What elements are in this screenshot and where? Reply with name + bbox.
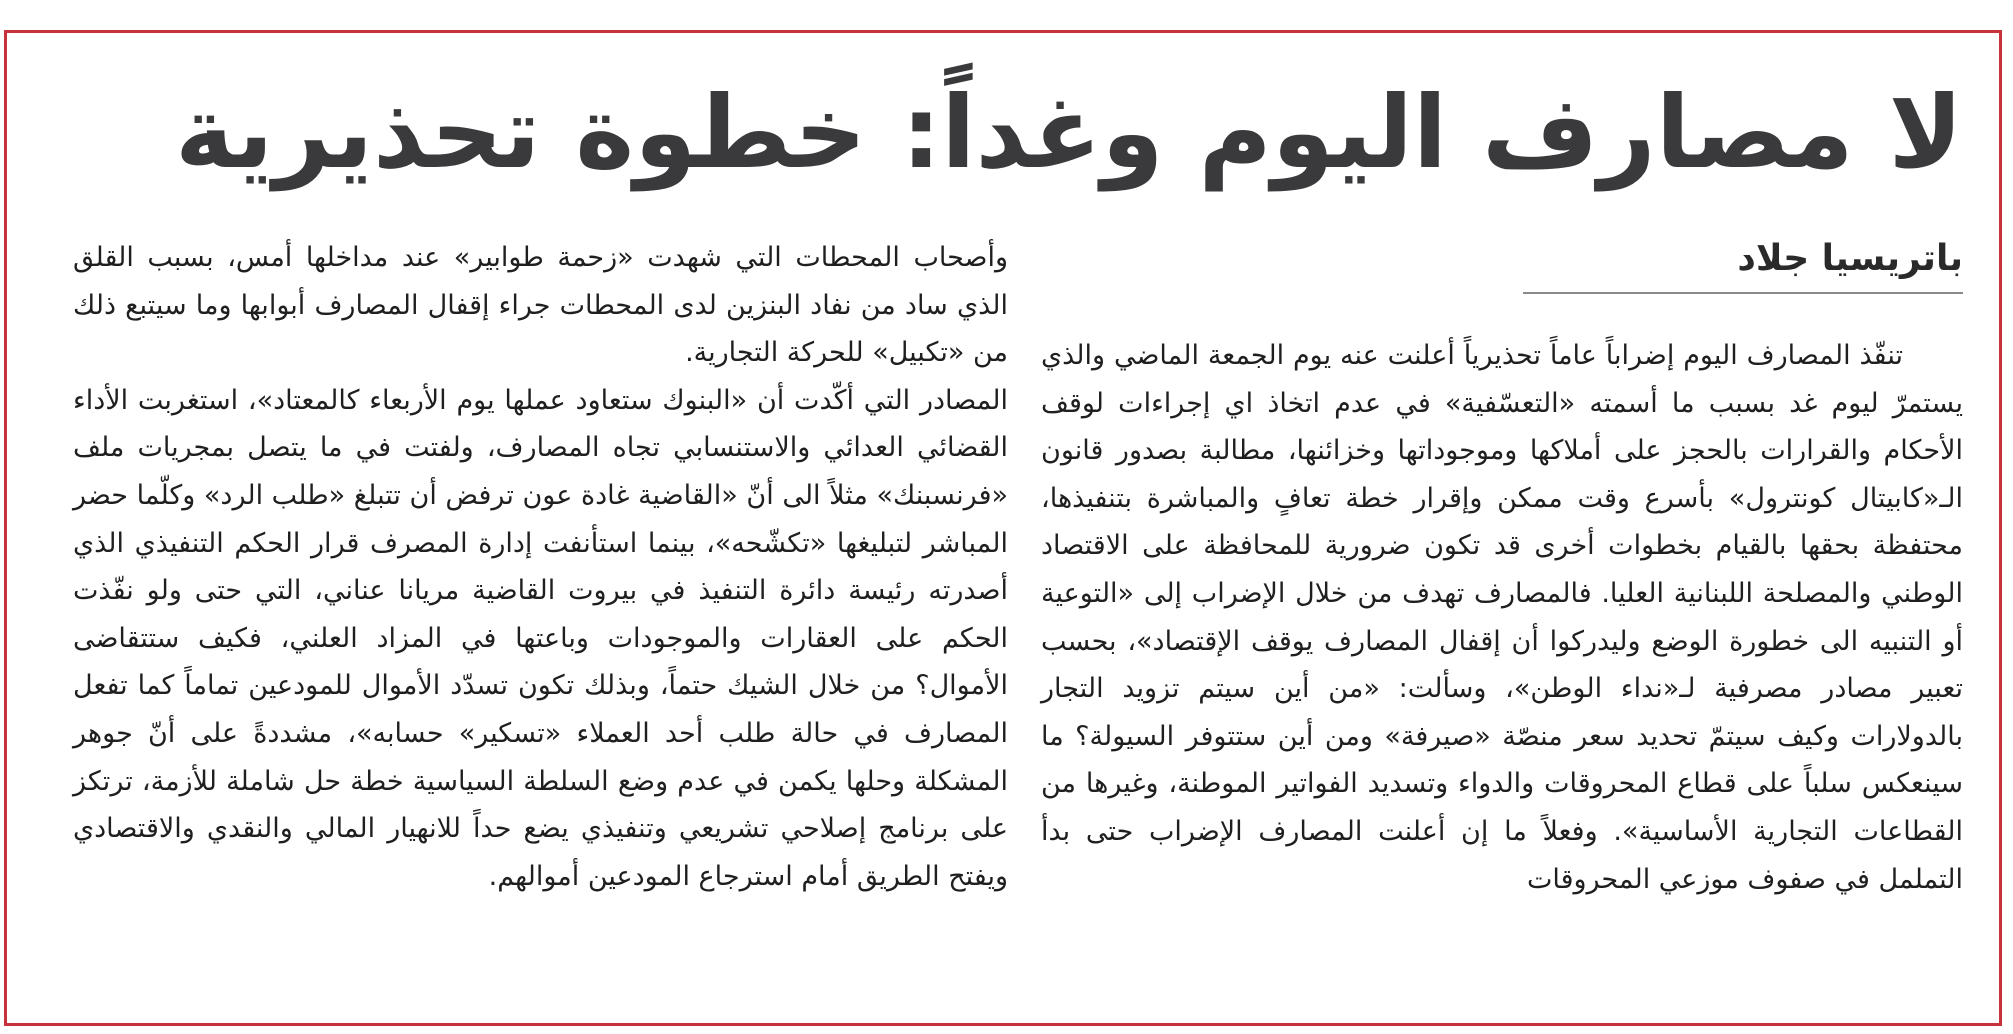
article-headline: لا مصارف اليوم وغداً: خطوة تحذيرية bbox=[175, 74, 1963, 191]
column-left-paragraph-1: وأصحاب المحطات التي شهدت «زحمة طوابير» عند مداخلها أمس، بسبب القلق الذي ساد من نفاد البنزين لدى المحطات جراء إقفال المصارف أبوابها وما سيتبع ذلك من «تكبيل» للحركة التجارية. bbox=[73, 242, 1008, 369]
article-column-left bbox=[73, 234, 1008, 900]
article-column-right bbox=[1041, 332, 1963, 903]
article-byline: باتريسيا جلاد bbox=[1523, 238, 1963, 294]
column-right-paragraph-1: تنفّذ المصارف اليوم إضراباً عاماً تحذيرياً أعلنت عنه يوم الجمعة الماضي والذي يستمرّ ليوم غد بسبب ما أسمته «التعسّفية» في عدم اتخاذ اي إجراءات لوقف الأحكام والقرارات بالحجز على أملاكها وموجوداتها وخزائنها، مطالبة بصدور قانون الـ«كابيتال كونترول» بأسرع وقت ممكن وإقرار خطة تعافٍ والمباشرة بتنفيذها، محتفظة بحقها بالقيام بخطوات أخرى قد تكون ضرورية للمحافظة على الاقتصاد الوطني والمصلحة اللبنانية العليا. فالمصارف تهدف من خلال الإضراب إلى «التوعية أو التنبيه الى خطورة الوضع وليدركوا أن إقفال المصارف يوقف الإقتصاد»، بحسب تعبير مصادر مصرفية لـ«نداء الوطن»، وسألت: «من أين سيتم تزويد التجار بالدولارات وكيف سيتمّ تحديد سعر منصّة «صيرفة» ومن أين ستتوفر السيولة؟ ما سينعكس سلباً على قطاع المحروقات والدواء وتسديد الفواتير الموطنة، وغيرها من القطاعات التجارية الأساسية». وفعلاً ما إن أعلنت المصارف الإضراب حتى بدأ التململ في صفوف موزعي المحروقات bbox=[1041, 340, 1963, 895]
column-left-paragraph-2: المصادر التي أكّدت أن «البنوك ستعاود عملها يوم الأربعاء كالمعتاد»، استغربت الأداء القضائي العدائي والاستنسابي تجاه المصارف، ولفتت في ما يتصل بمجريات ملف «فرنسبنك» مثلاً الى أنّ «القاضية غادة عون ترفض أن تتبلغ «طلب الرد» وكلّما حضر المباشر لتبليغها «تكشّحه»، بينما استأنفت إدارة المصرف قرار الحكم التنفيذي الذي أصدرته رئيسة دائرة التنفيذ في بيروت القاضية مريانا عناني، التي حتى ولو نفّذت الحكم على العقارات والموجودات وباعتها في المزاد العلني، فكيف ستتقاضى الأموال؟ من خلال الشيك حتماً، وبذلك تكون تسدّد الأموال للمودعين تماماً كما تفعل المصارف في حالة طلب أحد العملاء «تسكير» حسابه»، مشددةً على أنّ جوهر المشكلة وحلها يكمن في عدم وضع السلطة السياسية خطة حل شاملة للأزمة، ترتكز على برنامج إصلاحي تشريعي وتنفيذي يضع حداً للانهيار المالي والنقدي والاقتصادي ويفتح الطريق أمام استرجاع المودعين أموالهم. bbox=[73, 384, 1008, 892]
